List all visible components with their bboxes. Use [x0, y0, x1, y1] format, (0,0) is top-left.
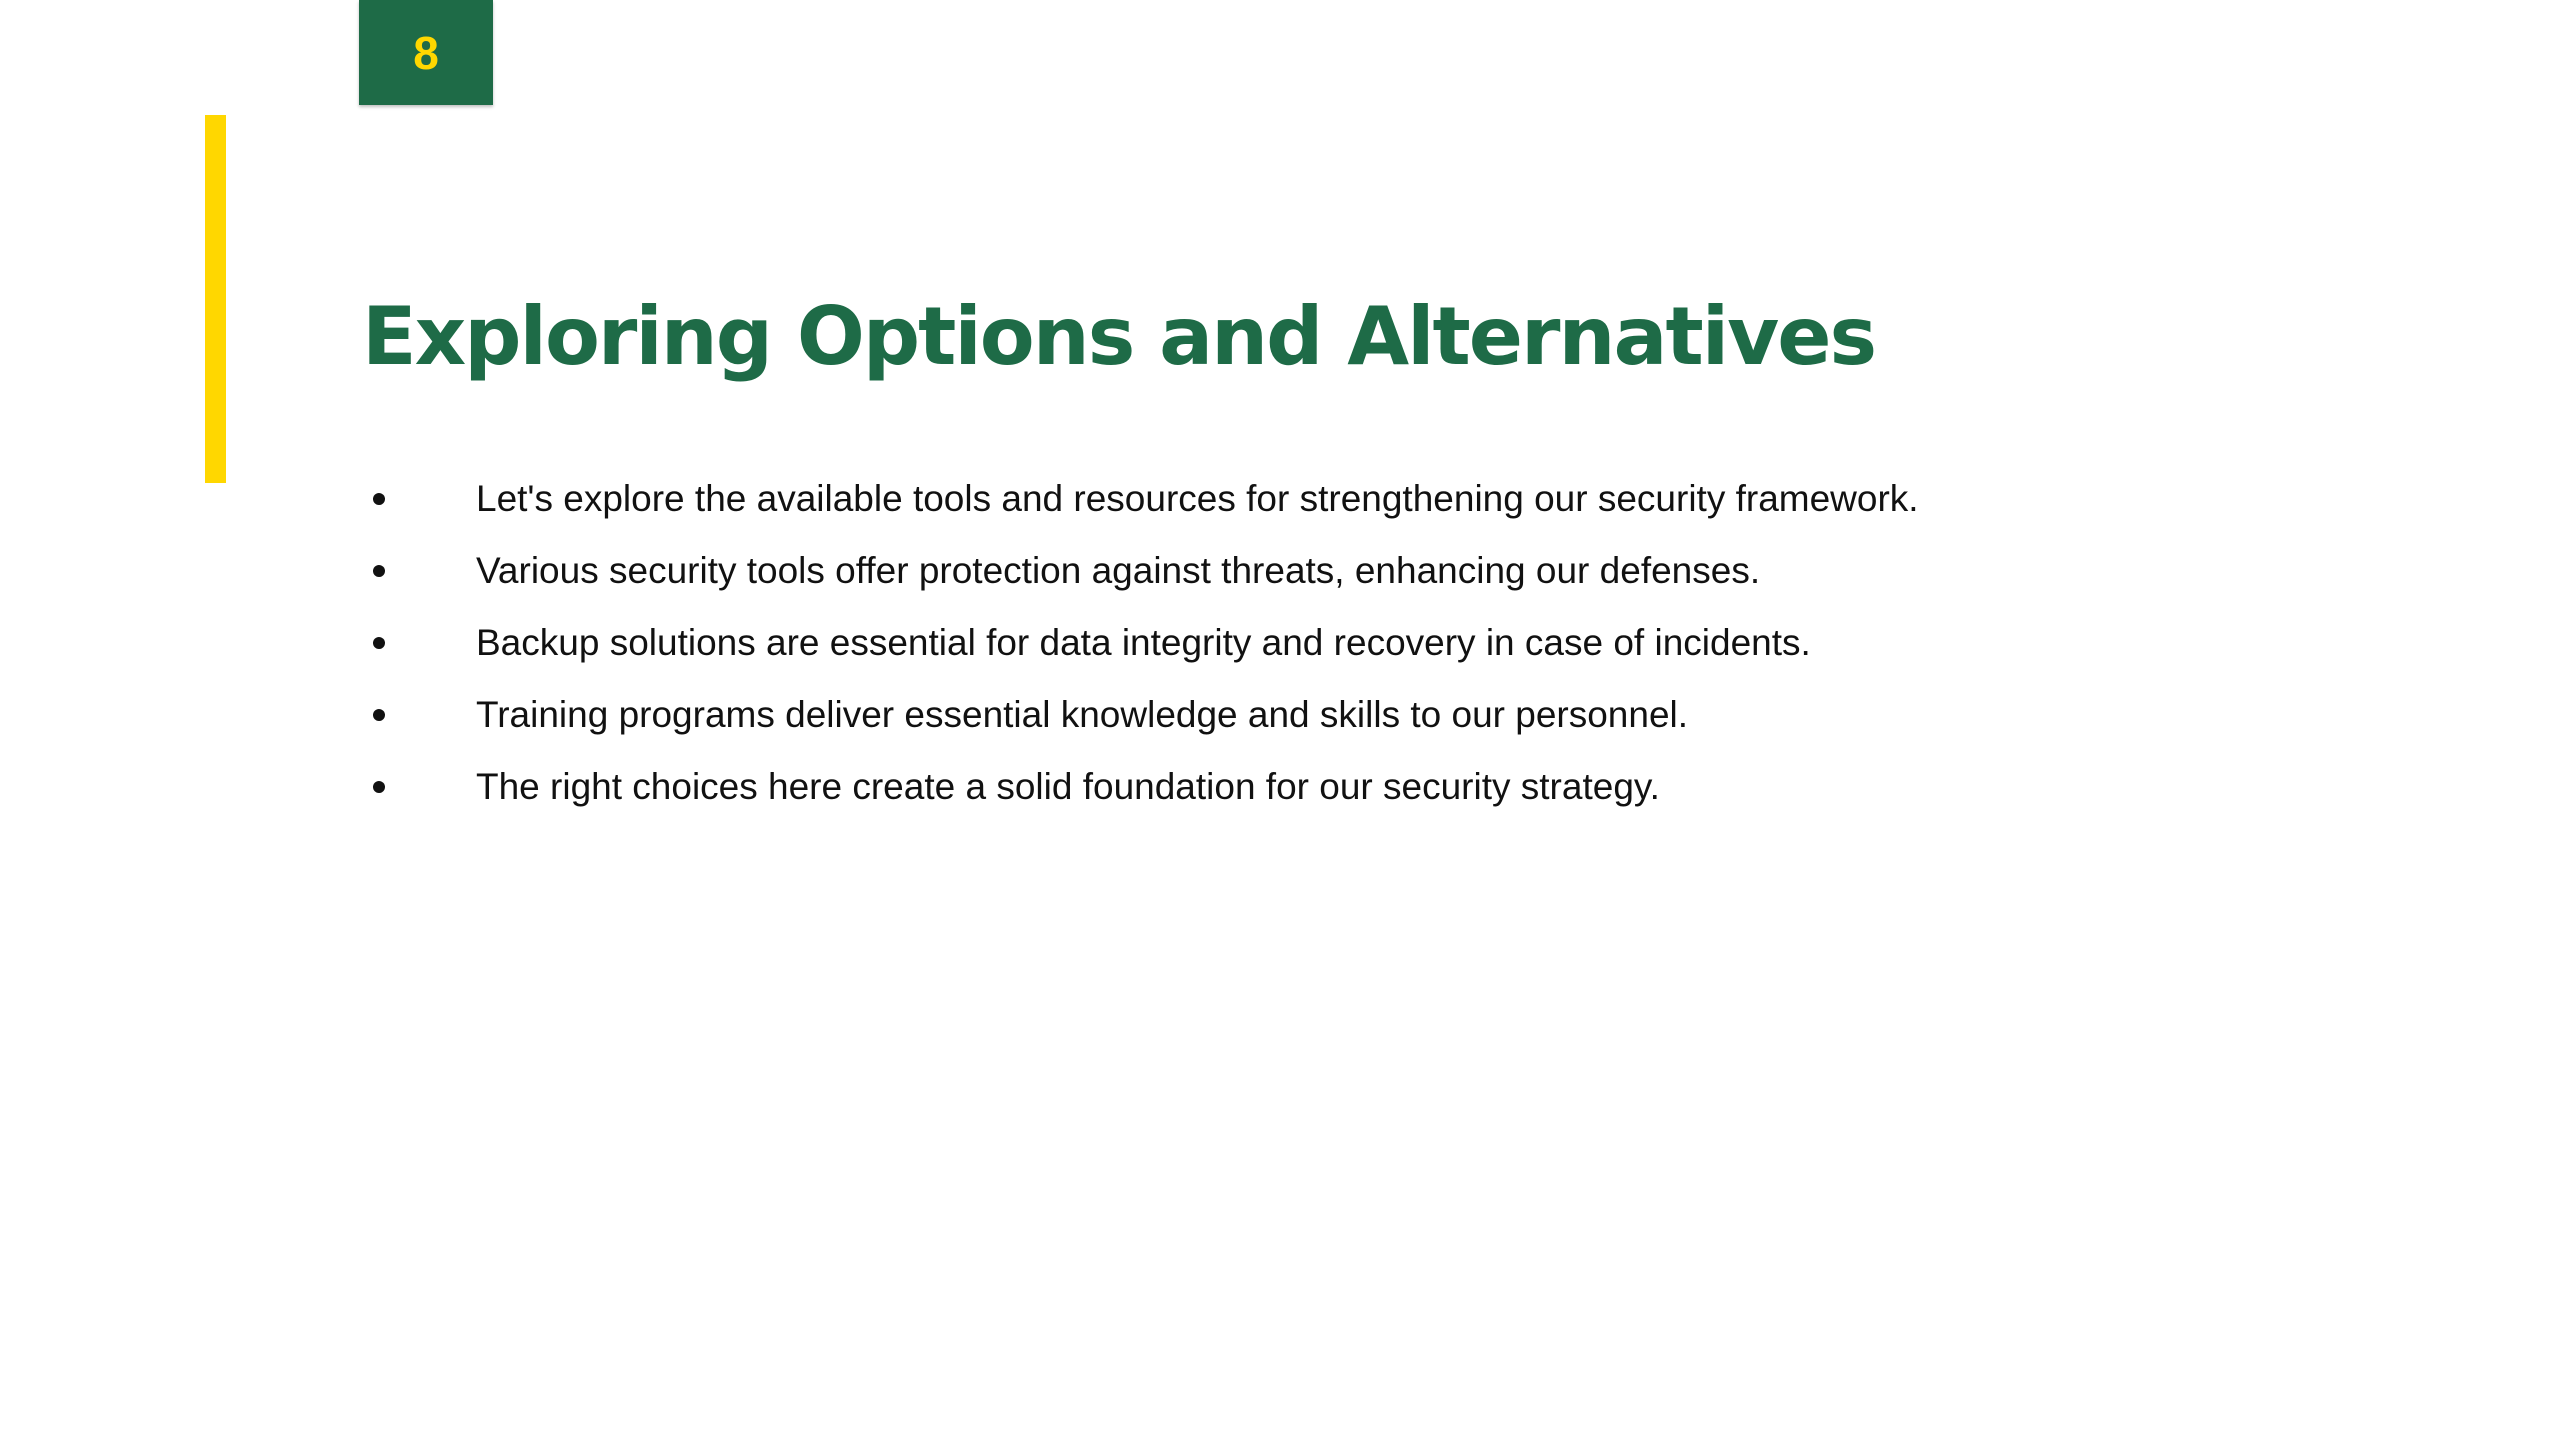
bullet-item	[365, 607, 1919, 679]
bullet-icon	[373, 565, 385, 577]
bullet-icon	[373, 709, 385, 721]
slide-title: Exploring Options and Alternatives	[362, 290, 1876, 383]
bullet-text: Let's explore the available tools and resources for strengthening our security framework.	[476, 478, 1919, 519]
bullet-icon	[373, 781, 385, 793]
page-number: 8	[413, 26, 439, 79]
bullet-text: Training programs deliver essential knowledge and skills to our personnel.	[476, 694, 1689, 735]
page-number-badge	[359, 0, 493, 105]
bullet-icon	[373, 637, 385, 649]
bullet-item	[365, 535, 1919, 607]
bullet-item	[365, 751, 1919, 823]
bullet-text: Backup solutions are essential for data integrity and recovery in case of incidents.	[476, 622, 1811, 663]
accent-bar	[205, 115, 226, 483]
bullet-text: The right choices here create a solid foundation for our security strategy.	[476, 766, 1660, 807]
bullet-icon	[373, 493, 385, 505]
bullet-item	[365, 463, 1919, 535]
bullet-text: Various security tools offer protection against threats, enhancing our defenses.	[476, 550, 1761, 591]
bullet-list	[365, 463, 1919, 823]
bullet-item	[365, 679, 1919, 751]
